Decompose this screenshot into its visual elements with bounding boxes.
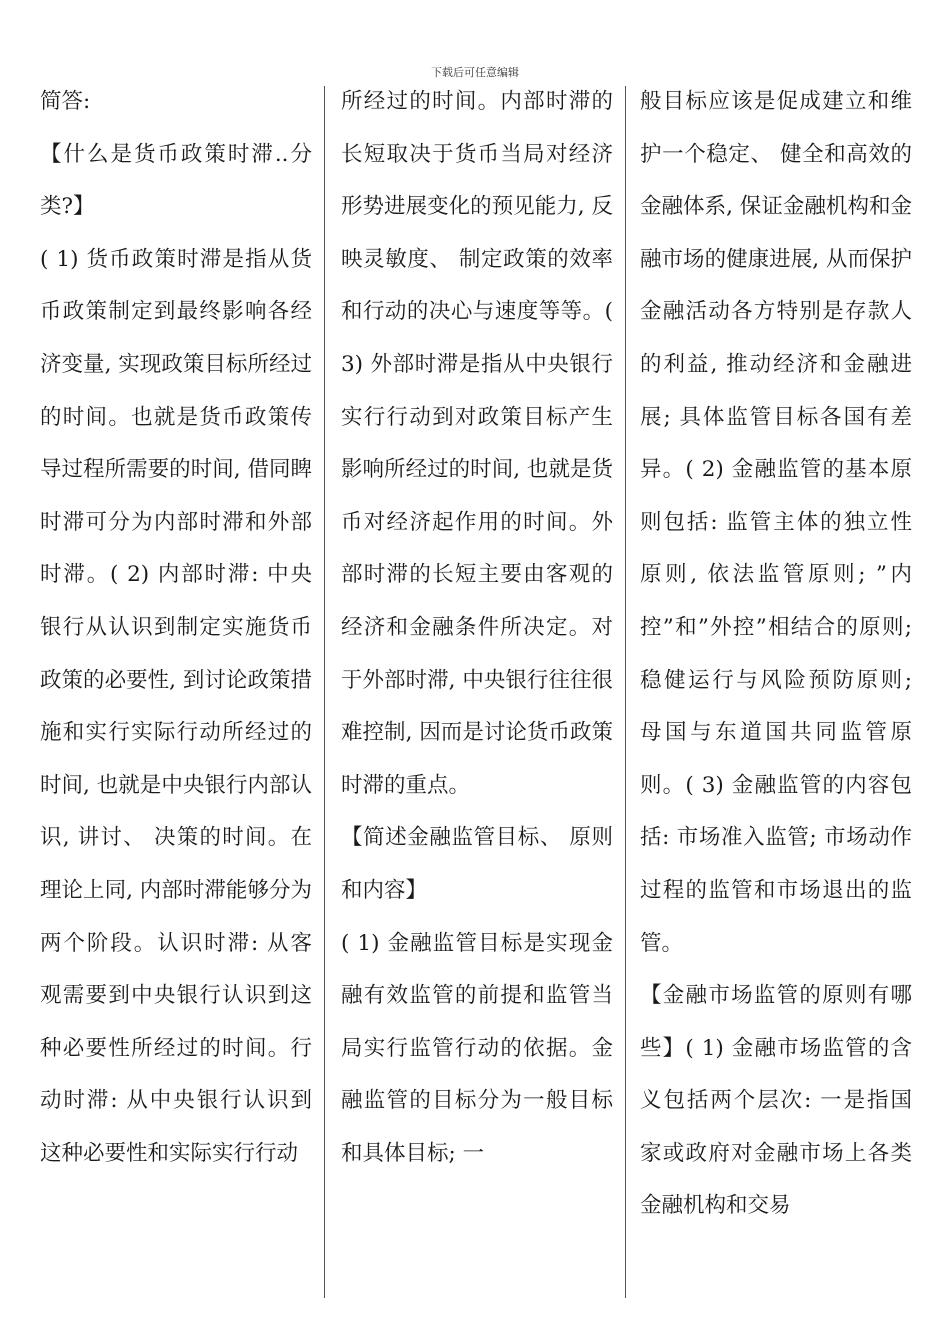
answer-paragraph: ( 1) 金融市场监管的含义包括两个层次: 一是指国家或政府对金融市场上各类金融机构和交易 — [640, 1035, 912, 1219]
answer-paragraph: ( 1) 金融监管目标是实现金融有效监管的前提和监管当局实行监管行动的依据。金融监管的目标分为一般目标和具体目标; 一 — [341, 930, 613, 1166]
answer-paragraph: 般目标应该是促成建立和维护一个稳定、 健全和高效的金融体系, 保证金融机构和金融市场的健康进展, 从而保护金融活动各方特别是存款人的利益, 推动经济和金融进展; 具体监管目标各国有差异。( 2) 金融监管的基本原则包括: 监管主体的独立性原则, 依法监管原则; ”内控”和”外控”相结合的原则; 稳健运行与风险预防原则; 母国与东道国共同监管原则。( 3) 金融监管的内容包括: 市场准入监管; 市场动作过程的监管和市场退出的监管。 — [640, 89, 912, 956]
text-column-3 — [640, 76, 912, 1233]
question-heading: 【金融市场监管的原则有哪些】 — [640, 983, 912, 1061]
question-heading: 【简述金融监管目标、 原则和内容】 — [341, 825, 613, 903]
answer-paragraph: 所经过的时间。内部时滞的长短取决于货币当局对经济形势进展变化的预见能力, 反映灵敏度、 制定政策的效率和行动的决心与速度等等。( 3) 外部时滞是指从中央银行实行行动到对政策目标产生影响所经过的时间, 也就是货币对经济起作用的时间。外部时滞的长短主要由客观的经济和金融条件所决定。对于外部时滞, 中央银行往往很难控制, 因而是讨论货币政策时滞的重点。 — [341, 89, 613, 798]
section-label: 简答: — [40, 89, 91, 114]
column-divider — [625, 86, 626, 1298]
text-column-2 — [341, 76, 613, 1180]
answer-paragraph: ( 1) 货币政策时滞是指从货币政策制定到最终影响各经济变量, 实现政策目标所经过的时间。也就是货币政策传导过程所需要的时间, 借同睥时滞可分为内部时滞和外部时滞。( 2) 内部时滞: 中央银行从认识到制定实施货币政策的必要性, 到讨论政策措施和实行实际行动所经过的时间, 也就是中央银行内部认识, 讲讨、 决策的时间。在理论上同, 内部时滞能够分为两个阶段。认识时滞: 从客观需要到中央银行认识到这种必要性所经过的时间。行动时滞: 从中央银行认识到这种必要性和实际实行行动 — [40, 246, 312, 1166]
column-divider — [324, 86, 325, 1298]
question-heading-inline — [640, 970, 912, 1233]
question-heading: 【什么是货币政策时滞..分类?】 — [40, 141, 312, 220]
page-header-note: 下载后可任意编辑 — [431, 66, 519, 79]
text-column-1 — [40, 76, 312, 1180]
